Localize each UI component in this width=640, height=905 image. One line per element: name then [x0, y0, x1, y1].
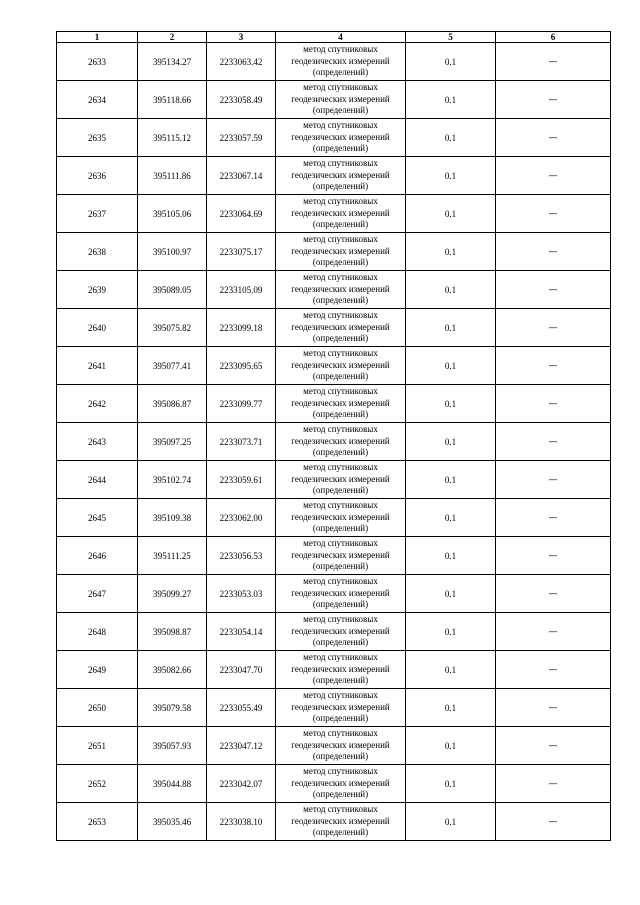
accuracy-cell: 0.1 — [406, 575, 496, 613]
description-cell: — — [496, 575, 611, 613]
y-coordinate-cell: 2233047.12 — [207, 727, 276, 765]
table-row — [57, 803, 611, 841]
description-cell: — — [496, 119, 611, 157]
method-cell: метод спутниковых геодезических измерений (определений) — [276, 347, 406, 385]
y-coordinate-cell: 2233099.77 — [207, 385, 276, 423]
table-row — [57, 765, 611, 803]
y-coordinate-cell: 2233075.17 — [207, 233, 276, 271]
method-cell: метод спутниковых геодезических измерений (определений) — [276, 385, 406, 423]
y-coordinate-cell: 2233057.59 — [207, 119, 276, 157]
accuracy-cell: 0.1 — [406, 233, 496, 271]
point-number-cell: 2653 — [57, 803, 138, 841]
method-cell: метод спутниковых геодезических измерений (определений) — [276, 233, 406, 271]
header-cell-y: 3 — [207, 32, 276, 43]
accuracy-cell: 0.1 — [406, 537, 496, 575]
x-coordinate-cell: 395075.82 — [138, 309, 207, 347]
point-number-cell: 2646 — [57, 537, 138, 575]
description-cell: — — [496, 309, 611, 347]
point-number-cell: 2648 — [57, 613, 138, 651]
method-cell: метод спутниковых геодезических измерений (определений) — [276, 803, 406, 841]
point-number-cell: 2640 — [57, 309, 138, 347]
x-coordinate-cell: 395079.58 — [138, 689, 207, 727]
x-coordinate-cell: 395134.27 — [138, 43, 207, 81]
table-row — [57, 233, 611, 271]
description-cell: — — [496, 195, 611, 233]
method-cell: метод спутниковых геодезических измерений (определений) — [276, 195, 406, 233]
description-cell: — — [496, 423, 611, 461]
y-coordinate-cell: 2233105.09 — [207, 271, 276, 309]
coordinates-table — [56, 31, 611, 841]
accuracy-cell: 0.1 — [406, 347, 496, 385]
table-row — [57, 309, 611, 347]
description-cell: — — [496, 765, 611, 803]
table-row — [57, 613, 611, 651]
x-coordinate-cell: 395044.88 — [138, 765, 207, 803]
point-number-cell: 2652 — [57, 765, 138, 803]
y-coordinate-cell: 2233099.18 — [207, 309, 276, 347]
x-coordinate-cell: 395089.05 — [138, 271, 207, 309]
accuracy-cell: 0.1 — [406, 271, 496, 309]
point-number-cell: 2645 — [57, 499, 138, 537]
x-coordinate-cell: 395086.87 — [138, 385, 207, 423]
accuracy-cell: 0.1 — [406, 43, 496, 81]
method-cell: метод спутниковых геодезических измерений (определений) — [276, 423, 406, 461]
accuracy-cell: 0.1 — [406, 803, 496, 841]
table-row — [57, 499, 611, 537]
table-row — [57, 461, 611, 499]
y-coordinate-cell: 2233038.10 — [207, 803, 276, 841]
y-coordinate-cell: 2233073.71 — [207, 423, 276, 461]
table-row — [57, 195, 611, 233]
accuracy-cell: 0.1 — [406, 651, 496, 689]
method-cell: метод спутниковых геодезических измерений (определений) — [276, 43, 406, 81]
table-row — [57, 423, 611, 461]
description-cell: — — [496, 803, 611, 841]
point-number-cell: 2637 — [57, 195, 138, 233]
description-cell: — — [496, 157, 611, 195]
table-row — [57, 157, 611, 195]
table-row — [57, 537, 611, 575]
description-cell: — — [496, 727, 611, 765]
y-coordinate-cell: 2233067.14 — [207, 157, 276, 195]
point-number-cell: 2635 — [57, 119, 138, 157]
x-coordinate-cell: 395077.41 — [138, 347, 207, 385]
y-coordinate-cell: 2233063.42 — [207, 43, 276, 81]
x-coordinate-cell: 395098.87 — [138, 613, 207, 651]
accuracy-cell: 0.1 — [406, 119, 496, 157]
method-cell: метод спутниковых геодезических измерений (определений) — [276, 575, 406, 613]
description-cell: — — [496, 271, 611, 309]
point-number-cell: 2633 — [57, 43, 138, 81]
table-row — [57, 119, 611, 157]
point-number-cell: 2634 — [57, 81, 138, 119]
description-cell: — — [496, 461, 611, 499]
accuracy-cell: 0.1 — [406, 385, 496, 423]
accuracy-cell: 0.1 — [406, 423, 496, 461]
method-cell: метод спутниковых геодезических измерений (определений) — [276, 689, 406, 727]
description-cell: — — [496, 499, 611, 537]
x-coordinate-cell: 395115.12 — [138, 119, 207, 157]
table-row — [57, 575, 611, 613]
y-coordinate-cell: 2233053.03 — [207, 575, 276, 613]
header-cell-accuracy: 5 — [406, 32, 496, 43]
header-cell-x: 2 — [138, 32, 207, 43]
header-cell-point-number: 1 — [57, 32, 138, 43]
method-cell: метод спутниковых геодезических измерений (определений) — [276, 651, 406, 689]
accuracy-cell: 0.1 — [406, 309, 496, 347]
method-cell: метод спутниковых геодезических измерений (определений) — [276, 271, 406, 309]
point-number-cell: 2636 — [57, 157, 138, 195]
x-coordinate-cell: 395111.86 — [138, 157, 207, 195]
x-coordinate-cell: 395082.66 — [138, 651, 207, 689]
table-header — [57, 32, 611, 43]
x-coordinate-cell: 395100.97 — [138, 233, 207, 271]
method-cell: метод спутниковых геодезических измерений (определений) — [276, 765, 406, 803]
description-cell: — — [496, 651, 611, 689]
x-coordinate-cell: 395109.38 — [138, 499, 207, 537]
accuracy-cell: 0.1 — [406, 157, 496, 195]
y-coordinate-cell: 2233058.49 — [207, 81, 276, 119]
accuracy-cell: 0.1 — [406, 613, 496, 651]
header-row — [57, 32, 611, 43]
description-cell: — — [496, 613, 611, 651]
method-cell: метод спутниковых геодезических измерений (определений) — [276, 727, 406, 765]
table-row — [57, 81, 611, 119]
y-coordinate-cell: 2233047.70 — [207, 651, 276, 689]
table-row — [57, 43, 611, 81]
method-cell: метод спутниковых геодезических измерений (определений) — [276, 499, 406, 537]
description-cell: — — [496, 43, 611, 81]
x-coordinate-cell: 395118.66 — [138, 81, 207, 119]
method-cell: метод спутниковых геодезических измерений (определений) — [276, 81, 406, 119]
x-coordinate-cell: 395097.25 — [138, 423, 207, 461]
description-cell: — — [496, 537, 611, 575]
header-cell-method: 4 — [276, 32, 406, 43]
y-coordinate-cell: 2233055.49 — [207, 689, 276, 727]
table-row — [57, 727, 611, 765]
point-number-cell: 2649 — [57, 651, 138, 689]
table-row — [57, 689, 611, 727]
description-cell: — — [496, 385, 611, 423]
point-number-cell: 2647 — [57, 575, 138, 613]
method-cell: метод спутниковых геодезических измерений (определений) — [276, 613, 406, 651]
accuracy-cell: 0.1 — [406, 461, 496, 499]
y-coordinate-cell: 2233095.65 — [207, 347, 276, 385]
point-number-cell: 2651 — [57, 727, 138, 765]
y-coordinate-cell: 2233064.69 — [207, 195, 276, 233]
method-cell: метод спутниковых геодезических измерений (определений) — [276, 309, 406, 347]
table-row — [57, 651, 611, 689]
method-cell: метод спутниковых геодезических измерений (определений) — [276, 461, 406, 499]
y-coordinate-cell: 2233054.14 — [207, 613, 276, 651]
point-number-cell: 2642 — [57, 385, 138, 423]
x-coordinate-cell: 395057.93 — [138, 727, 207, 765]
y-coordinate-cell: 2233042.07 — [207, 765, 276, 803]
x-coordinate-cell: 395102.74 — [138, 461, 207, 499]
point-number-cell: 2639 — [57, 271, 138, 309]
point-number-cell: 2644 — [57, 461, 138, 499]
y-coordinate-cell: 2233059.61 — [207, 461, 276, 499]
point-number-cell: 2641 — [57, 347, 138, 385]
table-row — [57, 347, 611, 385]
table-body — [57, 43, 611, 841]
description-cell: — — [496, 689, 611, 727]
x-coordinate-cell: 395111.25 — [138, 537, 207, 575]
method-cell: метод спутниковых геодезических измерений (определений) — [276, 157, 406, 195]
point-number-cell: 2638 — [57, 233, 138, 271]
accuracy-cell: 0.1 — [406, 727, 496, 765]
x-coordinate-cell: 395105.06 — [138, 195, 207, 233]
x-coordinate-cell: 395099.27 — [138, 575, 207, 613]
method-cell: метод спутниковых геодезических измерений (определений) — [276, 537, 406, 575]
table-row — [57, 385, 611, 423]
accuracy-cell: 0.1 — [406, 499, 496, 537]
y-coordinate-cell: 2233056.53 — [207, 537, 276, 575]
x-coordinate-cell: 395035.46 — [138, 803, 207, 841]
header-cell-description: 6 — [496, 32, 611, 43]
point-number-cell: 2650 — [57, 689, 138, 727]
accuracy-cell: 0.1 — [406, 689, 496, 727]
table-row — [57, 271, 611, 309]
description-cell: — — [496, 347, 611, 385]
description-cell: — — [496, 233, 611, 271]
accuracy-cell: 0.1 — [406, 765, 496, 803]
accuracy-cell: 0.1 — [406, 195, 496, 233]
description-cell: — — [496, 81, 611, 119]
y-coordinate-cell: 2233062.00 — [207, 499, 276, 537]
point-number-cell: 2643 — [57, 423, 138, 461]
method-cell: метод спутниковых геодезических измерений (определений) — [276, 119, 406, 157]
accuracy-cell: 0.1 — [406, 81, 496, 119]
